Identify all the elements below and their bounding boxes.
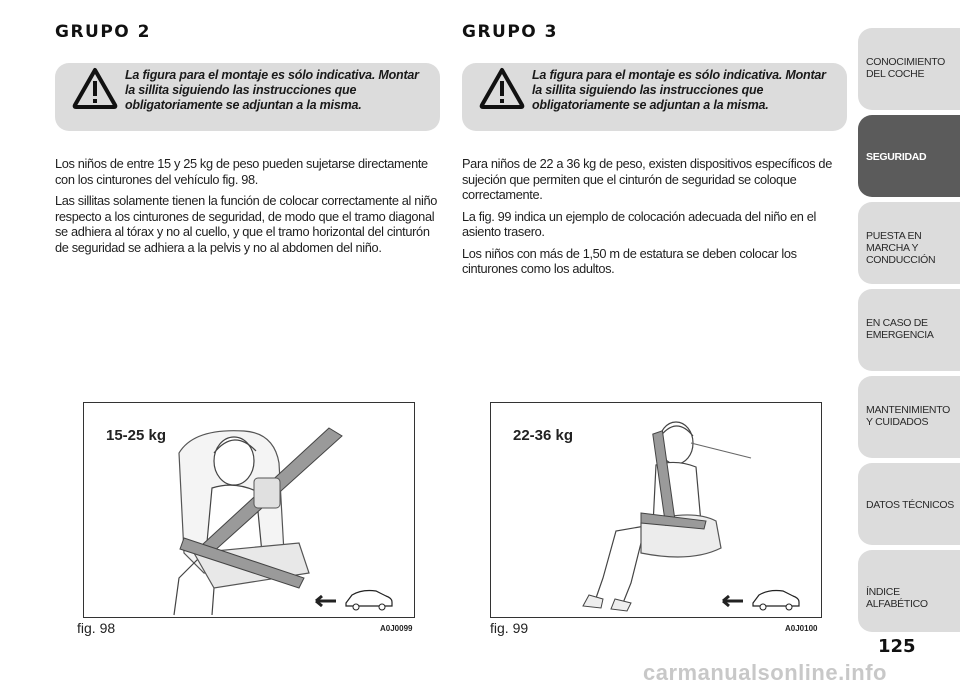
paragraph: Para niños de 22 a 36 kg de peso, existen dispositivos específicos de sujeción que permiten que el cinturón de seguridad se coloque correctamente. [462, 156, 832, 202]
figure-code: A0J0099 [380, 624, 413, 633]
warning-triangle-icon [72, 67, 118, 109]
figure-98-illustration [83, 402, 415, 618]
warning-triangle-icon [479, 67, 525, 109]
figure-caption: fig. 99 [490, 620, 529, 636]
tab-label: PUESTA EN MARCHA Y CONDUCCIÓN [866, 230, 936, 266]
tab-puesta-en-marcha[interactable] [858, 202, 960, 284]
tab-conocimiento-del-coche[interactable] [858, 28, 960, 110]
figure-code: A0J0100 [785, 624, 818, 633]
tab-datos-tecnicos[interactable] [858, 463, 960, 545]
tab-mantenimiento[interactable] [858, 376, 960, 458]
warning-box [462, 63, 847, 131]
tab-indice-alfabetico[interactable] [858, 550, 960, 632]
tab-label: EN CASO DE EMERGENCIA [866, 317, 934, 341]
page-number: 125 [878, 636, 916, 657]
warning-text: La figura para el montaje es sólo indicativa. Montar la sillita siguiendo las instrucciones que obligatoriamente se adjuntan a la misma. [532, 68, 826, 112]
tab-en-caso-de-emergencia[interactable] [858, 289, 960, 371]
figure-99-illustration [490, 402, 822, 618]
paragraph: Los niños de entre 15 y 25 kg de peso pueden sujetarse directamente con los cinturones del vehículo fig. 98. [55, 156, 428, 187]
figure-caption: fig. 98 [77, 620, 116, 636]
body-text [462, 156, 847, 283]
watermark: carmanualsonline.info [643, 660, 887, 685]
chapter-sidebar [858, 0, 960, 640]
tab-label: MANTENIMIENTO Y CUIDADOS [866, 404, 950, 428]
warning-box [55, 63, 440, 131]
tab-label: CONOCIMIENTO DEL COCHE [866, 56, 946, 80]
paragraph: Las sillitas solamente tienen la función de colocar correctamente al niño respecto a los cinturones de seguridad, de modo que el tramo diagonal se adhiera al tórax y no al cuello, y que el tramo horizontal del cinturón de seguridad se adhiera a la pelvis y no al abdomen del niño. [55, 193, 438, 255]
paragraph: Los niños con más de 1,50 m de estatura se deben colocar los cinturones como los adultos. [462, 245, 797, 276]
tab-label: SEGURIDAD [866, 151, 927, 163]
figure-weight-label: 15-25 kg [106, 427, 167, 444]
tab-label: DATOS TÉCNICOS [866, 499, 954, 511]
figure-weight-label: 22-36 kg [513, 427, 574, 444]
section-title-grupo-2: GRUPO 2 [55, 22, 152, 42]
body-text [55, 156, 440, 261]
section-title-grupo-3: GRUPO 3 [462, 22, 559, 42]
tab-label: ÍNDICE ALFABÉTICO [866, 586, 928, 610]
paragraph: La fig. 99 indica un ejemplo de colocación adecuada del niño en el asiento trasero. [462, 208, 816, 239]
tab-seguridad[interactable] [858, 115, 960, 197]
warning-text: La figura para el montaje es sólo indicativa. Montar la sillita siguiendo las instrucciones que obligatoriamente se adjuntan a la misma. [125, 68, 419, 112]
